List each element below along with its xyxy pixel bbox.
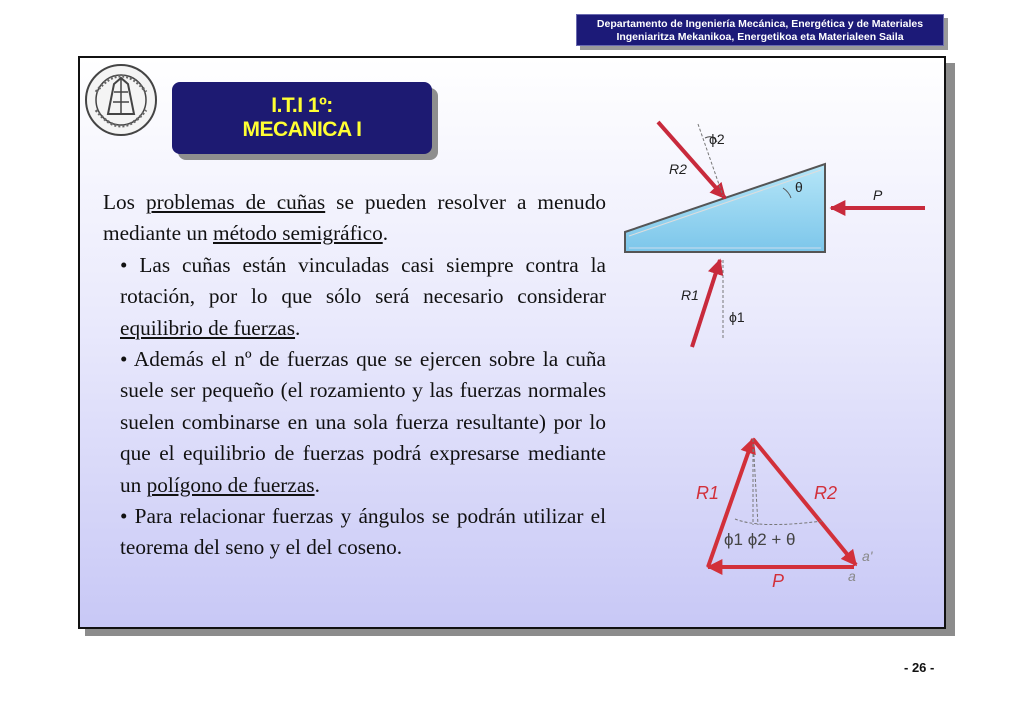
polygon-label-P: P — [772, 571, 785, 591]
bullet-1-term: equilibrio de fuerzas — [120, 315, 296, 340]
force-polygon — [690, 425, 890, 595]
polygon-label-a: a — [848, 568, 856, 584]
title-line-2: MECANICA I — [242, 118, 362, 141]
bullet-2-term: polígono de fuerzas — [146, 472, 315, 497]
body-text — [103, 187, 606, 564]
polygon-label-a-prime: a' — [862, 548, 873, 564]
label-R1: R1 — [681, 287, 699, 303]
wedge-diagram — [615, 112, 935, 352]
intro-text-1: Los — [103, 190, 146, 214]
department-line-2: Ingeniaritza Mekanikoa, Energetikoa eta Materialeen Saila — [616, 31, 904, 43]
intro-paragraph — [103, 187, 606, 250]
polygon-label-R1: R1 — [696, 483, 720, 503]
department-header — [576, 14, 944, 46]
bullet-1 — [103, 250, 606, 344]
label-P: P — [873, 187, 883, 203]
intro-text-3: . — [382, 221, 389, 246]
wedge-shape — [625, 164, 825, 252]
polygon-label-angles: ϕ1 ϕ2 + θ — [724, 530, 796, 549]
intro-term-2: método semigráfico — [213, 221, 383, 246]
bullet-2-text-2: . — [314, 472, 320, 497]
university-seal-icon — [84, 62, 158, 138]
page-number: - 26 - — [904, 660, 935, 675]
department-line-1: Departamento de Ingeniería Mecánica, Energética y de Materiales — [596, 18, 924, 30]
label-phi2: ϕ2 — [709, 131, 725, 147]
intro-term-1: problemas de cuñas — [145, 190, 326, 214]
bullet-2 — [103, 344, 606, 501]
title-line-1: I.T.I 1º: — [271, 94, 333, 117]
slide-title — [172, 82, 432, 154]
bullet-2-text-1: • Además el nº de fuerzas que se ejercen sobre la cuña suele ser pequeño (el rozamiento y las fuerzas normales suelen combinarse en una sola fuerza resultante) por lo que el equilibrio de fuerzas podrá expresarse mediante un — [120, 347, 606, 497]
bullet-3: • Para relacionar fuerzas y ángulos se podrán utilizar el teorema del seno y el del coseno. — [120, 504, 606, 560]
label-theta: θ — [795, 179, 803, 195]
bullet-1-text-1: • Las cuñas están vinculadas casi siempre contra la rotación, por lo que sólo será necesario considerar — [120, 252, 606, 309]
bullet-1-text-2: . — [295, 315, 301, 340]
polygon-label-R2: R2 — [814, 483, 838, 503]
label-R2: R2 — [669, 161, 687, 177]
intro-text-2: se pueden resolver a menudo mediante un — [103, 190, 606, 246]
R1-arrow — [692, 260, 720, 347]
label-phi1: ϕ1 — [729, 309, 745, 325]
